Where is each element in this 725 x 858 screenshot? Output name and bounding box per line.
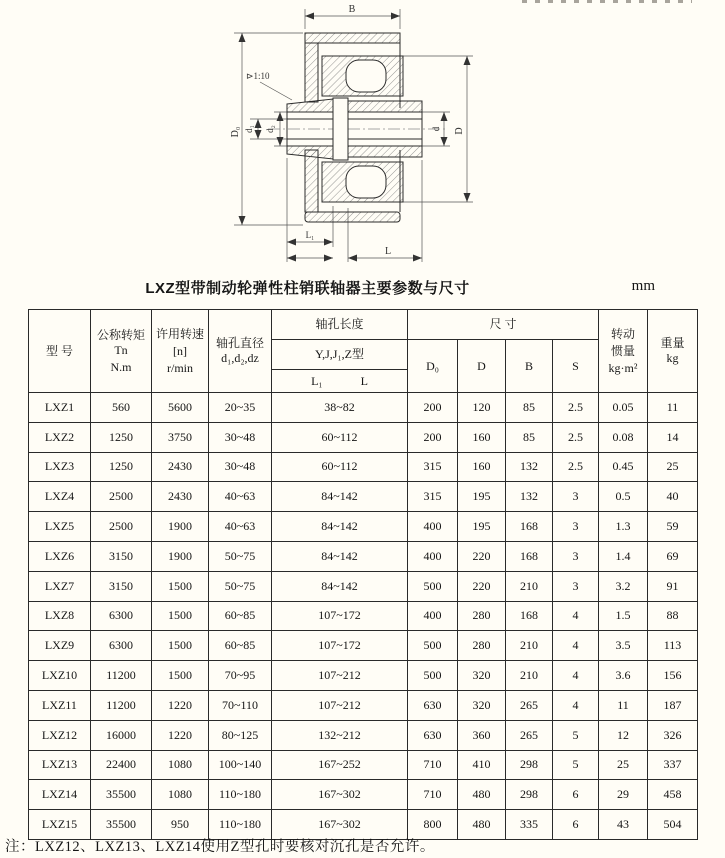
value-cell: 110~180 <box>209 780 272 810</box>
value-cell: 110~180 <box>209 810 272 840</box>
value-cell: 6300 <box>91 601 152 631</box>
value-cell: 2500 <box>91 482 152 512</box>
value-cell: 1.4 <box>599 541 648 571</box>
model-cell: LXZ12 <box>29 720 91 750</box>
value-cell: 3.5 <box>599 631 648 661</box>
model-cell: LXZ1 <box>29 393 91 423</box>
col-header-L1-L: L₁ L <box>272 370 408 393</box>
value-cell: 3750 <box>152 422 209 452</box>
value-cell: 4 <box>553 631 599 661</box>
value-cell: 30~48 <box>209 422 272 452</box>
value-cell: 337 <box>648 750 698 780</box>
table-row <box>29 512 698 542</box>
value-cell: 800 <box>408 810 458 840</box>
value-cell: 2430 <box>152 482 209 512</box>
value-cell: 35500 <box>91 780 152 810</box>
value-cell: 335 <box>506 810 553 840</box>
model-cell: LXZ8 <box>29 601 91 631</box>
value-cell: 1500 <box>152 661 209 691</box>
value-cell: 6 <box>553 810 599 840</box>
col-header-D0: D₀ <box>408 340 458 393</box>
value-cell: 107~212 <box>272 690 408 720</box>
value-cell: 3 <box>553 541 599 571</box>
col-header-B: B <box>506 340 553 393</box>
table-row <box>29 571 698 601</box>
col-header-D: D <box>458 340 506 393</box>
value-cell: 40~63 <box>209 482 272 512</box>
value-cell: 320 <box>458 661 506 691</box>
col-header-dimensions: 尺 寸 <box>408 310 599 340</box>
value-cell: 35500 <box>91 810 152 840</box>
value-cell: 1220 <box>152 720 209 750</box>
model-cell: LXZ10 <box>29 661 91 691</box>
dim-label-d2: d₂ <box>265 125 275 133</box>
coupling-body <box>287 33 422 222</box>
value-cell: 107~212 <box>272 661 408 691</box>
value-cell: 1220 <box>152 690 209 720</box>
value-cell: 298 <box>506 750 553 780</box>
value-cell: 0.5 <box>599 482 648 512</box>
value-cell: 265 <box>506 720 553 750</box>
value-cell: 132 <box>506 452 553 482</box>
value-cell: 1080 <box>152 780 209 810</box>
value-cell: 187 <box>648 690 698 720</box>
value-cell: 84~142 <box>272 512 408 542</box>
value-cell: 40~63 <box>209 512 272 542</box>
table-header <box>29 310 698 393</box>
model-cell: LXZ13 <box>29 750 91 780</box>
value-cell: 4 <box>553 661 599 691</box>
value-cell: 2.5 <box>553 452 599 482</box>
value-cell: 630 <box>408 720 458 750</box>
dim-label-d1: d₁ <box>244 125 254 133</box>
value-cell: 60~112 <box>272 452 408 482</box>
value-cell: 43 <box>599 810 648 840</box>
value-cell: 500 <box>408 571 458 601</box>
table-row <box>29 780 698 810</box>
value-cell: 14 <box>648 422 698 452</box>
value-cell: 70~95 <box>209 661 272 691</box>
value-cell: 88 <box>648 601 698 631</box>
table-row <box>29 750 698 780</box>
value-cell: 1900 <box>152 512 209 542</box>
model-cell: LXZ14 <box>29 780 91 810</box>
col-header-weight: 重量 kg <box>648 310 698 393</box>
value-cell: 6300 <box>91 631 152 661</box>
title-row <box>0 277 725 297</box>
table-row <box>29 631 698 661</box>
value-cell: 25 <box>599 750 648 780</box>
model-cell: LXZ9 <box>29 631 91 661</box>
value-cell: 315 <box>408 482 458 512</box>
value-cell: 11 <box>599 690 648 720</box>
value-cell: 2.5 <box>553 422 599 452</box>
value-cell: 60~85 <box>209 631 272 661</box>
value-cell: 4 <box>553 601 599 631</box>
value-cell: 3 <box>553 571 599 601</box>
table-row <box>29 661 698 691</box>
value-cell: 560 <box>91 393 152 423</box>
value-cell: 29 <box>599 780 648 810</box>
value-cell: 210 <box>506 661 553 691</box>
value-cell: 326 <box>648 720 698 750</box>
table-body <box>29 393 698 840</box>
value-cell: 480 <box>458 810 506 840</box>
value-cell: 107~172 <box>272 631 408 661</box>
value-cell: 5 <box>553 750 599 780</box>
table-row <box>29 541 698 571</box>
value-cell: 410 <box>458 750 506 780</box>
value-cell: 168 <box>506 601 553 631</box>
table-row <box>29 690 698 720</box>
table-row <box>29 482 698 512</box>
value-cell: 167~252 <box>272 750 408 780</box>
col-header-speed: 许用转速 [n] r/min <box>152 310 209 393</box>
value-cell: 630 <box>408 690 458 720</box>
dim-label-L: L <box>384 246 392 257</box>
value-cell: 280 <box>458 601 506 631</box>
value-cell: 0.45 <box>599 452 648 482</box>
value-cell: 220 <box>458 541 506 571</box>
model-cell: LXZ7 <box>29 571 91 601</box>
value-cell: 195 <box>458 482 506 512</box>
value-cell: 265 <box>506 690 553 720</box>
value-cell: 91 <box>648 571 698 601</box>
value-cell: 1500 <box>152 571 209 601</box>
value-cell: 16000 <box>91 720 152 750</box>
value-cell: 38~82 <box>272 393 408 423</box>
value-cell: 320 <box>458 690 506 720</box>
value-cell: 400 <box>408 601 458 631</box>
value-cell: 132~212 <box>272 720 408 750</box>
value-cell: 69 <box>648 541 698 571</box>
value-cell: 710 <box>408 750 458 780</box>
value-cell: 85 <box>506 393 553 423</box>
value-cell: 3.2 <box>599 571 648 601</box>
value-cell: 50~75 <box>209 541 272 571</box>
value-cell: 458 <box>648 780 698 810</box>
value-cell: 315 <box>408 452 458 482</box>
value-cell: 298 <box>506 780 553 810</box>
value-cell: 168 <box>506 512 553 542</box>
dim-label-D0: D₀ <box>230 126 241 138</box>
value-cell: 40 <box>648 482 698 512</box>
value-cell: 0.05 <box>599 393 648 423</box>
col-header-model: 型 号 <box>29 310 91 393</box>
value-cell: 210 <box>506 571 553 601</box>
taper-note: ⊳1:10 <box>246 71 270 81</box>
value-cell: 85 <box>506 422 553 452</box>
value-cell: 210 <box>506 631 553 661</box>
value-cell: 4 <box>553 690 599 720</box>
value-cell: 12 <box>599 720 648 750</box>
value-cell: 500 <box>408 631 458 661</box>
value-cell: 25 <box>648 452 698 482</box>
value-cell: 3150 <box>91 541 152 571</box>
dimension-lines <box>234 9 473 262</box>
value-cell: 1.5 <box>599 601 648 631</box>
value-cell: 0.08 <box>599 422 648 452</box>
value-cell: 3150 <box>91 571 152 601</box>
value-cell: 1250 <box>91 422 152 452</box>
value-cell: 120 <box>458 393 506 423</box>
value-cell: 22400 <box>91 750 152 780</box>
col-header-bore-length: 轴孔长度 <box>272 310 408 340</box>
value-cell: 84~142 <box>272 541 408 571</box>
value-cell: 1080 <box>152 750 209 780</box>
value-cell: 160 <box>458 422 506 452</box>
value-cell: 30~48 <box>209 452 272 482</box>
value-cell: 1500 <box>152 601 209 631</box>
value-cell: 5 <box>553 720 599 750</box>
col-header-bore-diameter: 轴孔直径 d₁,d₂,dz <box>209 310 272 393</box>
value-cell: 11200 <box>91 690 152 720</box>
dim-label-L1: L₁ <box>305 230 315 240</box>
value-cell: 500 <box>408 661 458 691</box>
dim-label-B: B <box>348 4 356 15</box>
col-header-S: S <box>553 340 599 393</box>
table-row <box>29 393 698 423</box>
value-cell: 220 <box>458 571 506 601</box>
value-cell: 360 <box>458 720 506 750</box>
value-cell: 3 <box>553 482 599 512</box>
value-cell: 107~172 <box>272 601 408 631</box>
value-cell: 60~85 <box>209 601 272 631</box>
model-cell: LXZ3 <box>29 452 91 482</box>
coupling-section-drawing <box>0 0 725 272</box>
value-cell: 1900 <box>152 541 209 571</box>
page-title: LXZ型带制动轮弹性柱销联轴器主要参数与尺寸 <box>145 280 470 297</box>
value-cell: 168 <box>506 541 553 571</box>
col-header-bore-length-types: Y,J,J₁,Z型 <box>272 340 408 370</box>
value-cell: 50~75 <box>209 571 272 601</box>
dim-label-d: d <box>431 126 441 132</box>
value-cell: 400 <box>408 512 458 542</box>
value-cell: 480 <box>458 780 506 810</box>
unit-label: mm <box>631 278 655 294</box>
model-cell: LXZ15 <box>29 810 91 840</box>
value-cell: 11 <box>648 393 698 423</box>
value-cell: 200 <box>408 393 458 423</box>
value-cell: 60~112 <box>272 422 408 452</box>
value-cell: 20~35 <box>209 393 272 423</box>
table-row <box>29 452 698 482</box>
value-cell: 156 <box>648 661 698 691</box>
value-cell: 70~110 <box>209 690 272 720</box>
value-cell: 2430 <box>152 452 209 482</box>
value-cell: 113 <box>648 631 698 661</box>
value-cell: 167~302 <box>272 810 408 840</box>
value-cell: 1250 <box>91 452 152 482</box>
value-cell: 80~125 <box>209 720 272 750</box>
value-cell: 400 <box>408 541 458 571</box>
value-cell: 950 <box>152 810 209 840</box>
model-cell: LXZ4 <box>29 482 91 512</box>
value-cell: 5600 <box>152 393 209 423</box>
parameters-table <box>28 309 698 840</box>
table-row <box>29 720 698 750</box>
value-cell: 160 <box>458 452 506 482</box>
value-cell: 200 <box>408 422 458 452</box>
table-row <box>29 422 698 452</box>
value-cell: 132 <box>506 482 553 512</box>
value-cell: 59 <box>648 512 698 542</box>
value-cell: 3 <box>553 512 599 542</box>
value-cell: 1500 <box>152 631 209 661</box>
value-cell: 167~302 <box>272 780 408 810</box>
value-cell: 84~142 <box>272 482 408 512</box>
model-cell: LXZ6 <box>29 541 91 571</box>
value-cell: 11200 <box>91 661 152 691</box>
value-cell: 2.5 <box>553 393 599 423</box>
value-cell: 84~142 <box>272 571 408 601</box>
value-cell: 710 <box>408 780 458 810</box>
col-header-torque: 公称转矩Tn N.m <box>91 310 152 393</box>
value-cell: 195 <box>458 512 506 542</box>
value-cell: 3.6 <box>599 661 648 691</box>
value-cell: 280 <box>458 631 506 661</box>
model-cell: LXZ5 <box>29 512 91 542</box>
value-cell: 2500 <box>91 512 152 542</box>
model-cell: LXZ11 <box>29 690 91 720</box>
value-cell: 6 <box>553 780 599 810</box>
value-cell: 504 <box>648 810 698 840</box>
model-cell: LXZ2 <box>29 422 91 452</box>
value-cell: 100~140 <box>209 750 272 780</box>
table-row <box>29 601 698 631</box>
col-header-inertia: 转动 惯量 kg·m² <box>599 310 648 393</box>
dim-label-D: D <box>454 127 465 135</box>
value-cell: 1.3 <box>599 512 648 542</box>
footnote: 注：LXZ12、LXZ13、LXZ14使用Z型孔时要核对沉孔是否允许。 <box>5 839 435 855</box>
